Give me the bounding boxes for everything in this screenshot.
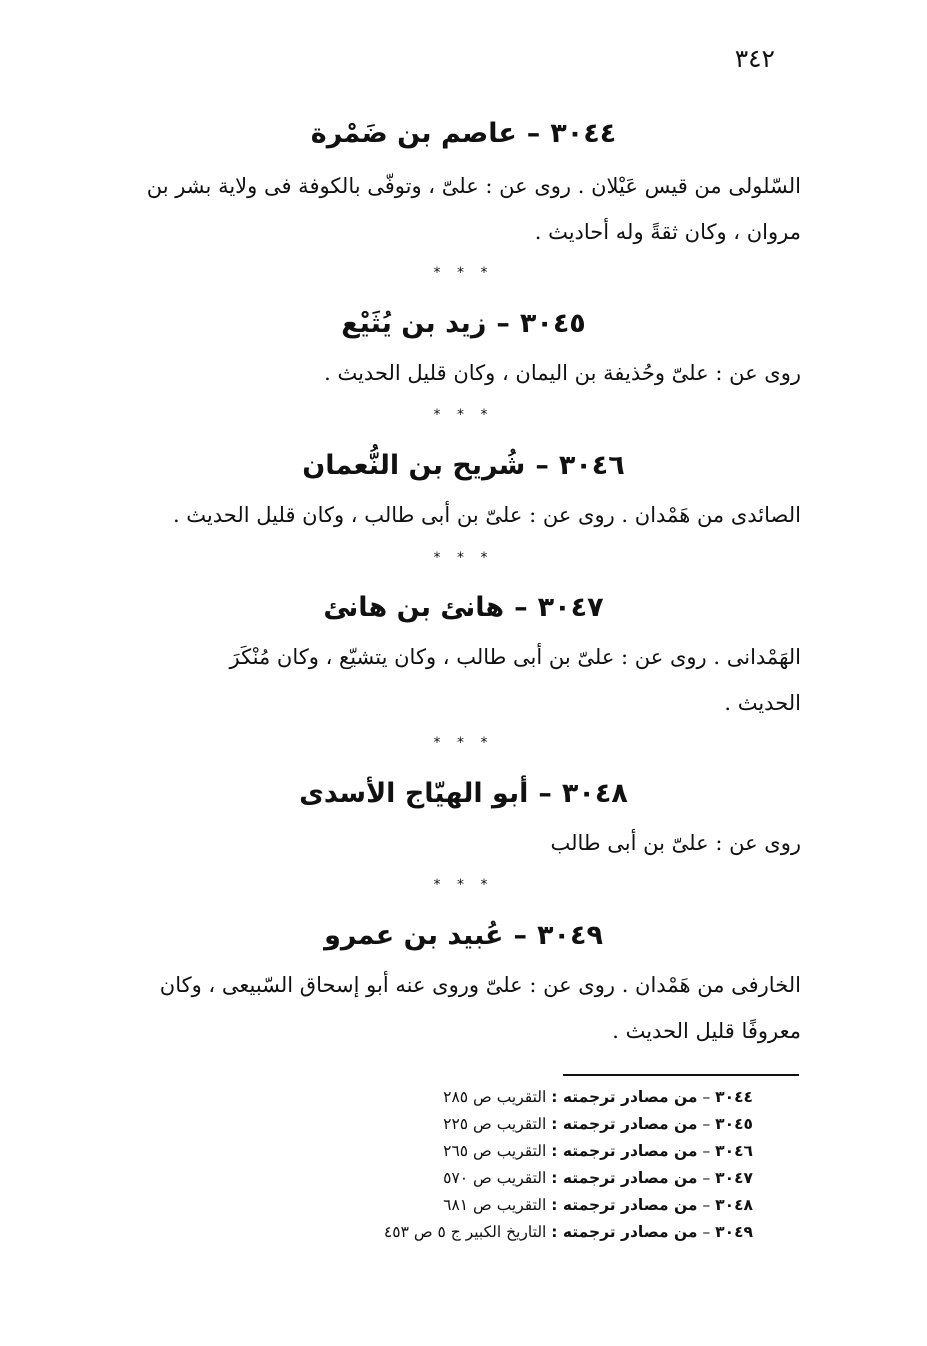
- entry-separator: * * *: [433, 550, 494, 566]
- footnotes: [273, 1084, 753, 1246]
- footnote: ٣٠٤٨ – من مصادر ترجمته : التقريب ص ٦٨١: [443, 1196, 753, 1214]
- footnote-rule: [563, 1074, 799, 1076]
- entry-separator: * * *: [433, 265, 494, 281]
- footnote-number: ٣٠٤٩: [715, 1223, 753, 1241]
- entry-number: ٣٠٤٩: [537, 920, 603, 951]
- footnote-source: التاريخ الكبير ج ٥ ص ٤٥٣: [383, 1223, 547, 1241]
- entry-name: عاصم بن ضَمْرة: [310, 118, 517, 149]
- entry-body: [101, 163, 801, 255]
- footnote-source: التقريب ص ٦٨١: [443, 1196, 547, 1214]
- footnote-label: من مصادر ترجمته :: [551, 1223, 698, 1241]
- entry-body: [101, 820, 801, 866]
- footnote-label: من مصادر ترجمته :: [551, 1142, 698, 1160]
- footnote-label: من مصادر ترجمته :: [551, 1196, 698, 1214]
- entry-separator: * * *: [433, 407, 494, 423]
- page-number: ٣٤٢: [734, 44, 775, 73]
- entry-body: [101, 634, 801, 726]
- entry-name: هانئ بن هانئ: [323, 592, 505, 623]
- entry-title: ٣٠٤٧–هانئ بن هانئ: [323, 592, 604, 623]
- footnote-source: التقريب ص ٢٨٥: [443, 1088, 547, 1106]
- entry-line: السّلولى من قيس عَيْلان . روى عن : علىّ ، وتوفّى بالكوفة فى ولاية بشر بن: [146, 174, 801, 198]
- footnote: ٣٠٤٩ – من مصادر ترجمته : التاريخ الكبير ج ٥ ص ٤٥٣: [383, 1223, 753, 1241]
- entry-separator: * * *: [433, 735, 494, 751]
- entry-line: مروان ، وكان ثقةً وله أحاديث .: [534, 220, 801, 244]
- footnote: ٣٠٤٦ – من مصادر ترجمته : التقريب ص ٢٦٥: [443, 1142, 753, 1160]
- entry-name: زيد بن يُثَيْع: [341, 308, 487, 339]
- entry-number: ٣٠٤٨: [561, 778, 628, 809]
- footnote-number: ٣٠٤٤: [715, 1088, 753, 1106]
- entry-line: الخارفى من هَمْدان . روى عن : علىّ وروى عنه أبو إسحاق السّبيعى ، وكان: [159, 973, 801, 997]
- entry-body: [101, 962, 801, 1054]
- entry-name: شُريح بن النُّعمان: [302, 450, 526, 481]
- entry-number: ٣٠٤٤: [550, 118, 617, 149]
- entry-separator: * * *: [433, 877, 494, 893]
- entry-line: الصائدى من هَمْدان . روى عن : علىّ بن أبى طالب ، وكان قليل الحديث .: [172, 503, 801, 527]
- entry-name: أبو الهيّاج الأسدى: [299, 778, 529, 809]
- entry-line: روى عن : علىّ وحُذيفة بن اليمان ، وكان قليل الحديث .: [324, 361, 801, 385]
- footnote-number: ٣٠٤٥: [715, 1115, 753, 1133]
- entry-name: عُبيد بن عمرو: [324, 920, 504, 951]
- footnote: ٣٠٤٤ – من مصادر ترجمته : التقريب ص ٢٨٥: [443, 1088, 753, 1106]
- entry-line: الحديث .: [724, 691, 801, 715]
- entry-title: ٣٠٤٩–عُبيد بن عمرو: [324, 920, 603, 951]
- entry-title: ٣٠٤٨–أبو الهيّاج الأسدى: [299, 778, 628, 809]
- entry-number: ٣٠٤٥: [519, 308, 586, 339]
- entry-line: روى عن : علىّ بن أبى طالب: [550, 831, 801, 855]
- footnote-label: من مصادر ترجمته :: [551, 1088, 698, 1106]
- footnote-source: التقريب ص ٥٧٠: [443, 1169, 547, 1187]
- entry-title: ٣٠٤٥–زيد بن يُثَيْع: [341, 308, 586, 339]
- entry-title: ٣٠٤٤–عاصم بن ضَمْرة: [310, 118, 617, 149]
- footnote-number: ٣٠٤٨: [715, 1196, 753, 1214]
- footnote-source: التقريب ص ٢٦٥: [443, 1142, 547, 1160]
- entry-body: [101, 350, 801, 396]
- footnote: ٣٠٤٧ – من مصادر ترجمته : التقريب ص ٥٧٠: [443, 1169, 753, 1187]
- entry-title: ٣٠٤٦–شُريح بن النُّعمان: [302, 450, 625, 481]
- entry-number: ٣٠٤٦: [558, 450, 625, 481]
- entry-body: [101, 492, 801, 538]
- footnote-label: من مصادر ترجمته :: [551, 1115, 698, 1133]
- footnote: ٣٠٤٥ – من مصادر ترجمته : التقريب ص ٢٢٥: [443, 1115, 753, 1133]
- footnote-number: ٣٠٤٦: [715, 1142, 753, 1160]
- footnote-label: من مصادر ترجمته :: [551, 1169, 698, 1187]
- entry-line: معروفًا قليل الحديث .: [612, 1019, 801, 1043]
- footnote-source: التقريب ص ٢٢٥: [443, 1115, 547, 1133]
- entry-line: الهَمْدانى . روى عن : علىّ بن أبى طالب ، وكان يتشيّع ، وكان مُنْكَرَ: [229, 645, 801, 669]
- entry-number: ٣٠٤٧: [537, 592, 604, 623]
- footnote-number: ٣٠٤٧: [715, 1169, 753, 1187]
